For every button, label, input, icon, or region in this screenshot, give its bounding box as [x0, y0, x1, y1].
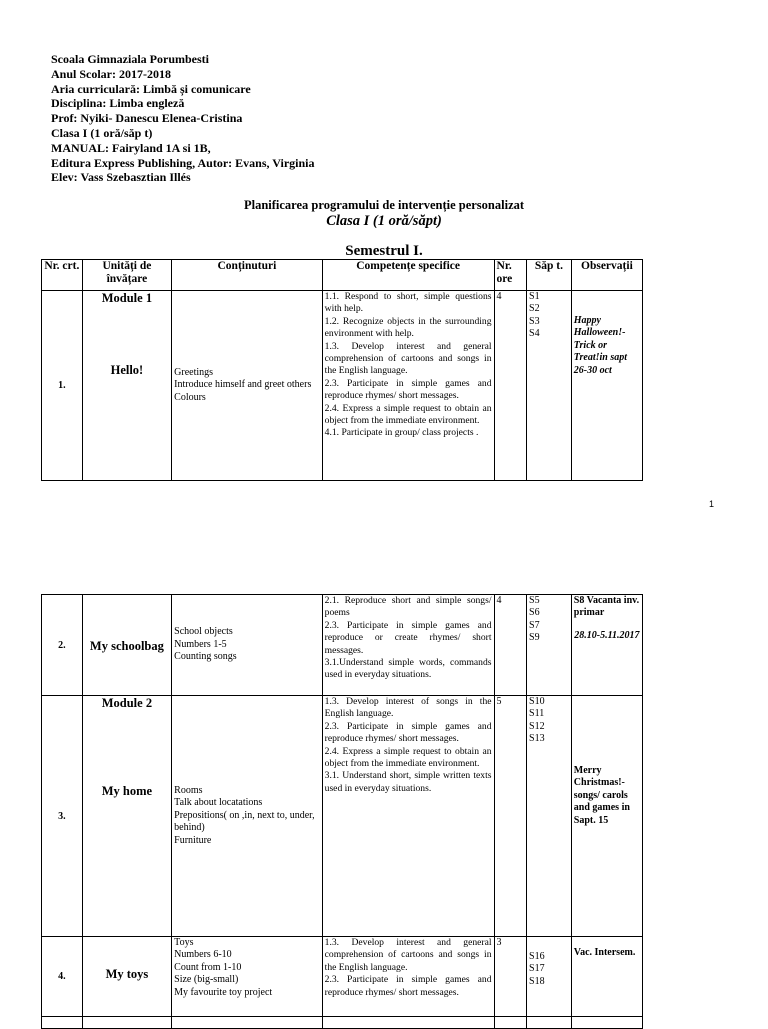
week-item: S3: [529, 315, 540, 327]
weeks-cell: [527, 291, 572, 481]
content-item: School objects: [174, 626, 233, 638]
unit-cell: [82, 595, 171, 696]
week-item: S13: [529, 733, 545, 745]
competence-item: 2.4. Express a simple request to obtain an object from the immediate environment.: [324, 745, 492, 770]
competence-item: 1.3. Develop interest and general comprehension of cartoons and songs in the English language.: [324, 340, 492, 377]
note-item: 28.10-5.11.2017: [574, 629, 640, 641]
week-item: S7: [529, 619, 540, 631]
content-item: Talk about locatations: [174, 797, 263, 809]
publisher: Editura Express Publishing, Autor: Evans, Virginia: [51, 155, 315, 170]
unit-cell: [82, 937, 171, 1017]
week-item: S2: [529, 303, 540, 315]
row-number: 3.: [42, 696, 83, 937]
content-item: Numbers 1-5: [174, 638, 227, 650]
week-item: S5: [529, 595, 540, 606]
student: Elev: Vass Szebasztian Illés: [51, 170, 191, 185]
hours-cell: 4: [494, 595, 527, 696]
table-row: [42, 595, 643, 696]
unit-name: Hello!: [110, 363, 144, 377]
competence-item: 1.2. Recognize objects in the surrounding environment with help.: [324, 315, 492, 340]
week-item: S9: [529, 632, 540, 644]
col-header-notes: Observații: [571, 260, 642, 291]
week-item: S4: [529, 328, 540, 340]
competence-item: 3.1.Understand simple words, commands used in everyday situations.: [324, 657, 492, 681]
unit-name: My toys: [105, 967, 149, 981]
content-item: Greetings: [174, 366, 214, 378]
plan-table-page-2: [41, 594, 643, 1029]
content-cell: [172, 696, 323, 937]
content-item: Count from 1-10: [174, 961, 242, 973]
note-item: Vac. Intersem.: [573, 947, 636, 958]
note-item: S8 Vacanta inv. primar: [573, 595, 640, 619]
notes-cell: [571, 291, 642, 481]
table-row: [42, 937, 643, 1017]
hours-cell: 4: [494, 291, 527, 481]
module-label: Module 2: [101, 696, 153, 710]
col-header-units: Unități de învățare: [82, 260, 171, 291]
competence-item: 2.3. Participate in simple games and reproduce or create rhymes/ short messages.: [324, 619, 492, 656]
unit-name: My schoolbag: [89, 639, 164, 653]
week-item: S18: [529, 975, 545, 987]
school-name: Scoala Gimnaziala Porumbesti: [51, 52, 209, 66]
competence-item: 1.3. Develop interest and general comprehension of cartoons and songs in the English language.: [324, 937, 492, 973]
unit-cell: [82, 696, 171, 937]
competences-cell: [322, 696, 494, 937]
note-item: Merry Christmas!-songs/ carols and games in Sapt. 15: [573, 764, 630, 826]
col-header-content: Conținuturi: [172, 260, 323, 291]
col-header-hours: Nr. ore: [494, 260, 527, 291]
week-item: S16: [529, 951, 545, 962]
row-number: 4.: [42, 937, 83, 1017]
hours-cell: 5: [494, 696, 527, 937]
week-item: S1: [529, 291, 540, 302]
unit-cell: [82, 291, 171, 481]
hours-cell: 3: [494, 937, 527, 1017]
competence-item: 4.1. Participate in group/ class projects .: [324, 427, 479, 439]
content-cell: [172, 291, 323, 481]
semester-title: Semestrul I.: [345, 243, 423, 259]
manual: MANUAL: Fairyland 1A si 1B,: [51, 140, 211, 155]
competences-cell: [322, 291, 494, 481]
content-item: Size (big-small): [174, 974, 239, 986]
content-item: Introduce himself and greet others: [174, 379, 312, 391]
content-item: My favourite toy project: [174, 986, 273, 998]
competences-cell: [322, 937, 494, 1017]
weeks-cell: [527, 937, 572, 1017]
discipline: Disciplina: Limba engleză: [51, 96, 185, 111]
competence-item: 2.1. Reproduce short and simple songs/ poems: [324, 595, 492, 619]
curricular-area: Aria curriculară: Limbă și comunicare: [51, 81, 251, 96]
week-item: S10: [529, 696, 545, 707]
notes-cell: [571, 696, 642, 937]
competence-item: 1.1. Respond to short, simple questions with help.: [324, 291, 492, 315]
weeks-cell: [527, 595, 572, 696]
plan-title: Planificarea programului de intervenție personalizat: [243, 198, 525, 212]
competence-item: 2.3. Participate in simple games and reproduce rhymes/ short messages.: [324, 377, 492, 402]
note-item: Happy Halloween!-Trick or Treat!in sapt 26-30 oct: [573, 315, 628, 376]
competence-item: 2.3. Participate in simple games and reproduce rhymes/ short messages.: [324, 974, 492, 998]
table-row: [42, 696, 643, 937]
week-item: S6: [529, 607, 540, 619]
content-item: Counting songs: [174, 651, 237, 663]
plan-table-page-1: [41, 259, 643, 481]
row-number: 1.: [42, 291, 83, 481]
content-cell: [172, 595, 323, 696]
table-row-partial: [42, 1017, 643, 1029]
col-header-weeks: Săp t.: [527, 260, 572, 291]
week-item: S11: [529, 708, 545, 720]
table-header-row: [42, 260, 643, 291]
content-item: Prepositions( on ,in, next to, under, behind): [174, 809, 315, 834]
content-item: Rooms: [174, 784, 203, 796]
content-item: Furniture: [174, 834, 212, 846]
unit-name: My home: [101, 784, 153, 798]
weeks-cell: [527, 696, 572, 937]
row-number: 2.: [42, 595, 83, 696]
content-cell: [172, 937, 323, 1017]
notes-cell: [571, 937, 642, 1017]
class-info: Clasa I (1 oră/săp t): [51, 125, 153, 140]
content-item: Toys: [174, 937, 194, 948]
week-item: S12: [529, 720, 545, 732]
content-item: Colours: [174, 391, 206, 403]
page-number: 1: [709, 499, 715, 509]
competence-item: 2.4. Express a simple request to obtain an object from the immediate environment.: [324, 402, 492, 427]
module-label: Module 1: [101, 291, 153, 305]
week-item: S17: [529, 963, 545, 975]
content-item: Numbers 6-10: [174, 949, 232, 961]
notes-cell: [571, 595, 642, 696]
competence-item: 3.1. Understand short, simple written texts used in everyday situations.: [324, 770, 492, 794]
col-header-nr: Nr. crt.: [42, 260, 83, 291]
school-year: Anul Scolar: 2017-2018: [51, 66, 171, 81]
table-row: [42, 291, 643, 481]
plan-subtitle: Clasa I (1 oră/săpt): [326, 213, 442, 229]
competences-cell: [322, 595, 494, 696]
col-header-competences: Competențe specifice: [322, 260, 494, 291]
teacher: Prof: Nyiki- Danescu Elenea-Cristina: [51, 111, 243, 126]
competence-item: 2.3. Participate in simple games and reproduce rhymes/ short messages.: [324, 720, 492, 745]
competence-item: 1.3. Develop interest of songs in the English language.: [324, 696, 492, 720]
document-header: [51, 52, 315, 185]
